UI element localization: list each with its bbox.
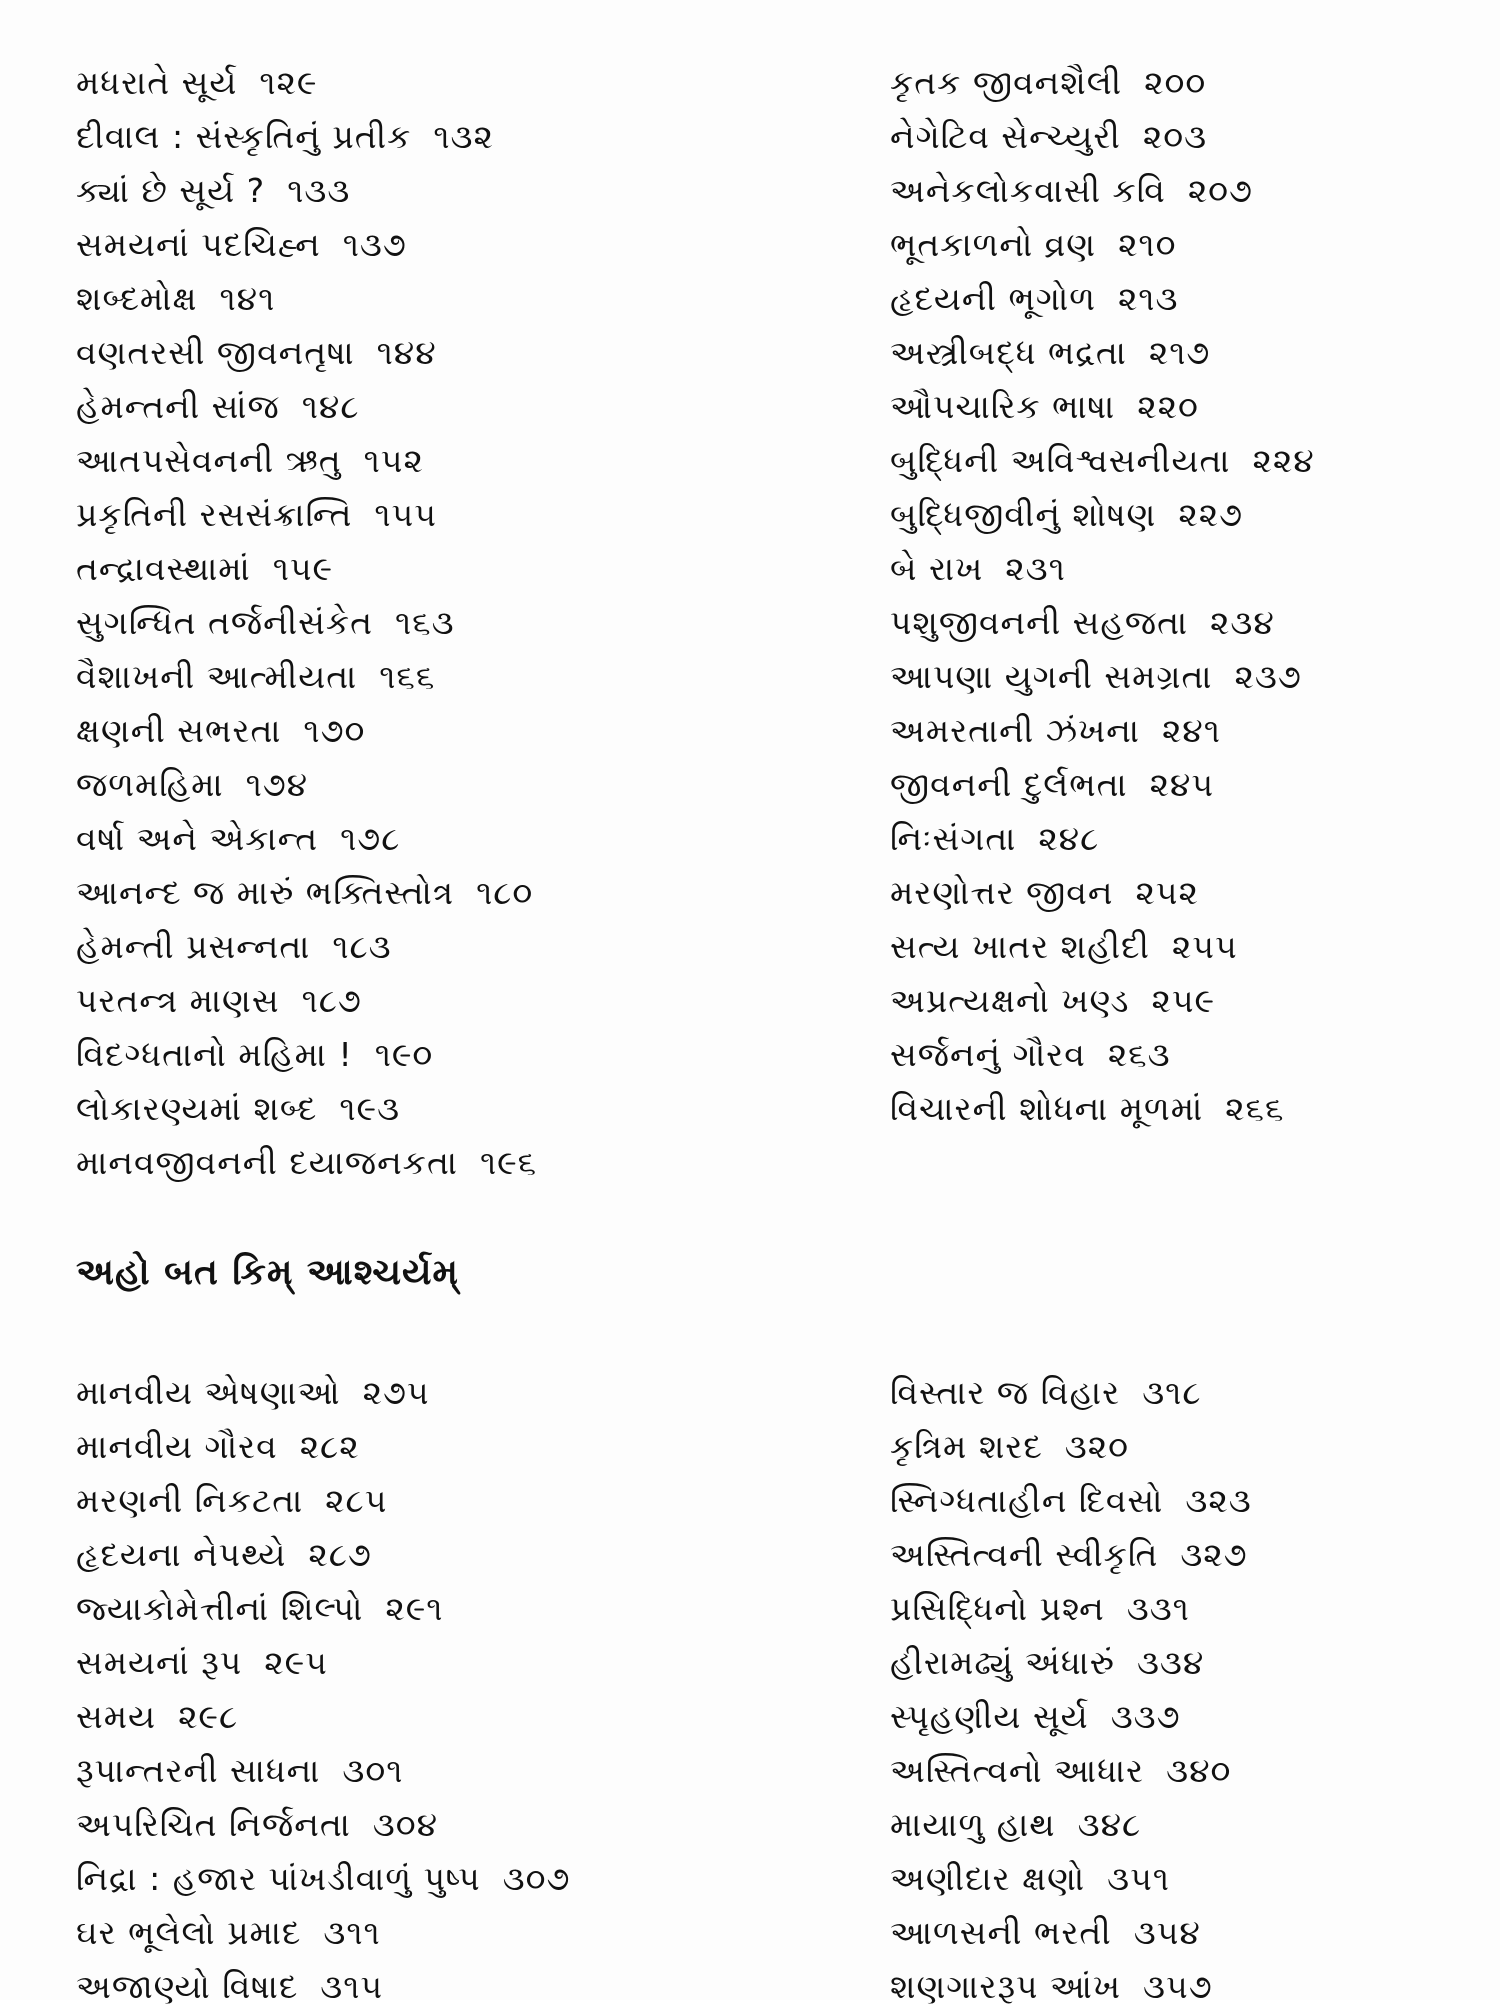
toc-entry <box>76 974 836 1028</box>
toc-entry-page-number: ૨૭૫ <box>362 1373 430 1412</box>
toc-entry-page-number: ૧૮૩ <box>332 927 392 966</box>
toc-entry <box>76 704 836 758</box>
toc-entry <box>76 1960 836 2014</box>
toc-entry-title: શબ્દમોક્ષ <box>76 279 198 318</box>
toc-list-section1-left <box>76 56 836 1190</box>
toc-entry <box>890 56 1490 110</box>
toc-entry <box>76 866 836 920</box>
toc-entry-title: વર્ષા અને એકાન્ત <box>76 819 319 858</box>
toc-entry-title: વણતરસી જીવનતૃષા <box>76 333 355 372</box>
toc-entry-page-number: ૩૩૧ <box>1126 1589 1190 1628</box>
toc-entry <box>76 920 836 974</box>
toc-entry-title: અમરતાની ઝંખના <box>890 711 1140 750</box>
toc-entry-page-number: ૩૧૫ <box>320 1967 384 2006</box>
toc-entry <box>890 272 1490 326</box>
toc-entry-title: માનવીય એષણાઓ <box>76 1373 341 1412</box>
toc-entry-page-number: ૧૪૧ <box>219 279 276 318</box>
toc-entry-page-number: ૨૩૪ <box>1210 603 1275 642</box>
toc-entry-title: રૂપાન્તરની સાધના <box>76 1751 321 1790</box>
toc-entry-page-number: ૨૪૧ <box>1161 711 1221 750</box>
toc-entry <box>76 758 836 812</box>
toc-entry <box>890 1528 1490 1582</box>
toc-entry <box>76 434 836 488</box>
toc-entry-page-number: ૩૪૦ <box>1166 1751 1232 1790</box>
toc-entry <box>890 542 1490 596</box>
toc-entry-title: અસ્ત્રીબદ્ધ ભદ્રતા <box>890 333 1127 372</box>
toc-entry-page-number: ૨૦૭ <box>1187 171 1253 210</box>
toc-entry <box>76 110 836 164</box>
toc-entry-page-number: ૨૫૫ <box>1171 927 1238 966</box>
toc-entry-page-number: ૧૫૨ <box>363 441 424 480</box>
toc-list-section1-right <box>890 56 1490 1136</box>
toc-entry-page-number: ૧૭૪ <box>245 765 309 804</box>
toc-entry <box>890 1852 1490 1906</box>
toc-entry-page-number: ૨૮૨ <box>299 1427 360 1466</box>
toc-entry-page-number: ૧૬૬ <box>379 657 436 696</box>
toc-entry-title: પશુજીવનની સહજતા <box>890 603 1189 642</box>
toc-entry-page-number: ૧૭૦ <box>303 711 366 750</box>
toc-entry-page-number: ૧૬૩ <box>395 603 455 642</box>
toc-entry-title: મધરાતે સૂર્ય <box>76 63 238 102</box>
toc-entry-page-number: ૨૩૭ <box>1234 657 1302 696</box>
toc-entry-page-number: ૧૪૪ <box>376 333 437 372</box>
toc-entry-page-number: ૧૯૩ <box>339 1089 401 1128</box>
toc-entry <box>890 866 1490 920</box>
toc-entry-title: શણગારરૂપ આંખ <box>890 1967 1122 2006</box>
toc-entry <box>76 542 836 596</box>
toc-entry-title: તન્દ્રાવસ્થામાં <box>76 549 251 588</box>
toc-entry <box>76 164 836 218</box>
toc-entry-page-number: ૨૨૦ <box>1137 387 1199 426</box>
toc-entry <box>76 1582 836 1636</box>
toc-entry-page-number: ૨૫૨ <box>1135 873 1199 912</box>
toc-entry-page-number: ૩૦૧ <box>342 1751 404 1790</box>
toc-entry <box>76 1366 836 1420</box>
toc-entry-title: બે રાખ <box>890 549 984 588</box>
toc-entry <box>76 1528 836 1582</box>
toc-entry-page-number: ૩૩૪ <box>1136 1643 1205 1682</box>
toc-entry-page-number: ૧૩૨ <box>433 117 494 156</box>
toc-entry-title: આતપસેવનની ઋતુ <box>76 441 342 480</box>
toc-entry <box>76 1744 836 1798</box>
toc-entry-title: સમય <box>76 1697 157 1736</box>
toc-entry <box>76 56 836 110</box>
toc-entry-page-number: ૧૯૬ <box>479 1143 538 1182</box>
toc-entry-page-number: ૩૫૧ <box>1107 1859 1170 1898</box>
toc-entry <box>890 434 1490 488</box>
toc-entry-title: જળમહિમા <box>76 765 224 804</box>
section-heading: અહો બત કિમ્ આશ્ચર્યમ્ <box>76 1252 459 1293</box>
toc-entry <box>76 1474 836 1528</box>
toc-entry <box>890 596 1490 650</box>
toc-entry-title: લોકારણ્યમાં શબ્દ <box>76 1089 318 1128</box>
toc-entry-title: જ્યાકોમેત્તીનાં શિલ્પો <box>76 1589 364 1628</box>
toc-entry <box>890 488 1490 542</box>
toc-entry-title: માયાળુ હાથ <box>890 1805 1056 1844</box>
toc-entry-page-number: ૨૪૫ <box>1149 765 1215 804</box>
toc-entry <box>76 488 836 542</box>
toc-entry-page-number: ૨૮૫ <box>325 1481 388 1520</box>
toc-entry <box>76 326 836 380</box>
toc-entry-title: નિદ્રા : હજાર પાંખડીવાળું પુષ્પ <box>76 1859 481 1898</box>
toc-entry-title: વિસ્તાર જ વિહાર <box>890 1373 1121 1412</box>
toc-entry-page-number: ૧૫૯ <box>272 549 334 588</box>
toc-entry-title: સર્જનનું ગૌરવ <box>890 1035 1086 1074</box>
toc-entry-page-number: ૨૨૭ <box>1178 495 1244 534</box>
toc-entry <box>890 1420 1490 1474</box>
toc-entry-title: વૈશાખની આત્મીયતા <box>76 657 358 696</box>
toc-entry-title: સત્ય ખાતર શહીદી <box>890 927 1150 966</box>
toc-entry-title: દીવાલ : સંસ્કૃતિનું પ્રતીક <box>76 117 412 156</box>
toc-entry-page-number: ૧૫૫ <box>374 495 437 534</box>
toc-entry-title: સ્પૃહણીય સૂર્ય <box>890 1697 1089 1736</box>
toc-entry <box>76 596 836 650</box>
toc-entry-title: આનન્દ જ મારું ભક્તિસ્તોત્ર <box>76 873 455 912</box>
toc-entry <box>76 1852 836 1906</box>
toc-entry-title: ઔપચારિક ભાષા <box>890 387 1116 426</box>
toc-entry-page-number: ૩૦૪ <box>372 1805 439 1844</box>
toc-entry-title: સુગન્ધિત તર્જનીસંકેત <box>76 603 374 642</box>
toc-entry <box>76 272 836 326</box>
toc-entry <box>890 1798 1490 1852</box>
toc-list-section2-left <box>76 1366 836 2014</box>
toc-entry <box>76 1690 836 1744</box>
toc-entry-title: હૃદયના નેપથ્યે <box>76 1535 287 1574</box>
toc-entry-title: હૃદયની ભૂગોળ <box>890 279 1096 318</box>
toc-entry-title: બુદ્ધિની અવિશ્વસનીયતા <box>890 441 1231 480</box>
toc-entry-title: અસ્તિત્વનો આધાર <box>890 1751 1145 1790</box>
toc-entry-title: માનવીય ગૌરવ <box>76 1427 278 1466</box>
toc-entry-page-number: ૩૩૭ <box>1110 1697 1181 1736</box>
toc-entry-page-number: ૩૫૭ <box>1143 1967 1213 2006</box>
toc-entry-page-number: ૩૫૪ <box>1133 1913 1201 1952</box>
toc-entry-page-number: ૧૩૩ <box>287 171 351 210</box>
toc-entry-page-number: ૨૫૯ <box>1151 981 1216 1020</box>
toc-entry-title: અપ્રત્યક્ષનો ખણ્ડ <box>890 981 1130 1020</box>
toc-entry-page-number: ૨૩૧ <box>1005 549 1066 588</box>
toc-entry-title: અણીદાર ક્ષણો <box>890 1859 1086 1898</box>
toc-entry-page-number: ૩૦૭ <box>502 1859 571 1898</box>
toc-entry-page-number: ૩૧૮ <box>1142 1373 1202 1412</box>
toc-entry <box>890 974 1490 1028</box>
toc-entry <box>890 218 1490 272</box>
toc-entry <box>890 1636 1490 1690</box>
toc-entry <box>76 1136 836 1190</box>
toc-entry-page-number: ૩૨૩ <box>1185 1481 1252 1520</box>
toc-entry-page-number: ૨૨૪ <box>1252 441 1315 480</box>
toc-entry-page-number: ૨૧૦ <box>1118 225 1177 264</box>
toc-entry <box>890 1960 1490 2014</box>
toc-entry-page-number: ૨૯૧ <box>385 1589 444 1628</box>
toc-entry <box>890 1582 1490 1636</box>
toc-entry-title: નેગેટિવ સેન્ચ્યુરી <box>890 117 1121 156</box>
toc-entry <box>890 1028 1490 1082</box>
toc-entry-page-number: ૩૧૧ <box>323 1913 381 1952</box>
toc-entry <box>890 1744 1490 1798</box>
toc-entry-page-number: ૧૭૮ <box>340 819 401 858</box>
toc-entry <box>76 218 836 272</box>
toc-entry <box>76 1636 836 1690</box>
toc-entry <box>76 650 836 704</box>
toc-entry-page-number: ૨૮૭ <box>308 1535 372 1574</box>
toc-entry-title: અજાણ્યો વિષાદ <box>76 1967 299 2006</box>
toc-entry-title: પ્રસિદ્ધિનો પ્રશ્ન <box>890 1589 1105 1628</box>
toc-entry <box>890 1690 1490 1744</box>
toc-list-section2-right <box>890 1366 1490 2014</box>
toc-entry-page-number: ૨૯૮ <box>178 1697 239 1736</box>
toc-entry <box>76 812 836 866</box>
toc-entry-page-number: ૧૯૦ <box>374 1035 434 1074</box>
toc-entry-page-number: ૨૦૩ <box>1142 117 1208 156</box>
toc-entry <box>890 1906 1490 1960</box>
toc-entry-title: બુદ્ધિજીવીનું શોષણ <box>890 495 1157 534</box>
toc-entry <box>890 920 1490 974</box>
toc-entry <box>76 1420 836 1474</box>
toc-entry-page-number: ૨૪૮ <box>1038 819 1100 858</box>
toc-entry-title: અપરિચિત નિર્જનતા <box>76 1805 351 1844</box>
toc-entry <box>76 1906 836 1960</box>
toc-entry <box>76 1028 836 1082</box>
toc-entry <box>890 164 1490 218</box>
toc-entry-page-number: ૨૧૩ <box>1117 279 1179 318</box>
toc-entry <box>890 1366 1490 1420</box>
toc-entry-page-number: ૧૮૦ <box>476 873 534 912</box>
toc-entry-page-number: ૧૮૭ <box>301 981 362 1020</box>
toc-entry-title: માનવજીવનની દયાજનકતા <box>76 1143 458 1182</box>
toc-entry <box>890 812 1490 866</box>
toc-entry-page-number: ૧૩૭ <box>342 225 407 264</box>
toc-entry-page-number: ૨૬૬ <box>1225 1089 1285 1128</box>
toc-entry <box>76 380 836 434</box>
toc-entry-title: હેમન્તી પ્રસન્નતા <box>76 927 311 966</box>
toc-entry-title: સ્નિગ્ધતાહીન દિવસો <box>890 1481 1164 1520</box>
toc-entry-title: હીરામઢ્યું અંધારું <box>890 1643 1115 1682</box>
toc-entry <box>890 326 1490 380</box>
toc-entry-title: ઘર ભૂલેલો પ્રમાદ <box>76 1913 302 1952</box>
toc-entry <box>890 1082 1490 1136</box>
toc-entry <box>76 1082 836 1136</box>
toc-entry-title: પ્રકૃતિની રસસંક્રાન્તિ <box>76 495 353 534</box>
toc-entry-page-number: ૨૧૭ <box>1148 333 1211 372</box>
toc-entry-title: સમયનાં રૂપ <box>76 1643 243 1682</box>
toc-entry-title: જીવનની દુર્લભતા <box>890 765 1128 804</box>
toc-entry <box>890 758 1490 812</box>
toc-entry-title: વિચારની શોધના મૂળમાં <box>890 1089 1204 1128</box>
toc-entry-title: મરણની નિકટતા <box>76 1481 304 1520</box>
toc-entry-title: કૃત્રિમ શરદ <box>890 1427 1043 1466</box>
toc-entry-page-number: ૩૨૭ <box>1180 1535 1248 1574</box>
toc-entry-title: ભૂતકાળનો વ્રણ <box>890 225 1097 264</box>
toc-entry <box>890 110 1490 164</box>
toc-entry-title: નિઃસંગતા <box>890 819 1017 858</box>
toc-entry-title: પરતન્ત્ર માણસ <box>76 981 280 1020</box>
toc-entry-title: અનેકલોકવાસી કવિ <box>890 171 1166 210</box>
toc-entry-page-number: ૨૦૦ <box>1144 63 1207 102</box>
toc-entry <box>890 650 1490 704</box>
toc-entry-title: મરણોત્તર જીવન <box>890 873 1114 912</box>
toc-entry-title: વિદગ્ધતાનો મહિમા ! <box>76 1035 353 1074</box>
toc-entry-page-number: ૧૪૮ <box>301 387 360 426</box>
toc-entry-title: અસ્તિત્વની સ્વીકૃતિ <box>890 1535 1159 1574</box>
toc-entry-page-number: ૨૬૩ <box>1107 1035 1171 1074</box>
toc-entry-page-number: ૩૪૮ <box>1077 1805 1142 1844</box>
toc-entry-title: હેમન્તની સાંજ <box>76 387 280 426</box>
toc-entry-title: આળસની ભરતી <box>890 1913 1112 1952</box>
toc-entry-page-number: ૩૨૦ <box>1064 1427 1130 1466</box>
toc-entry-title: કૃતક જીવનશૈલી <box>890 63 1123 102</box>
toc-entry-title: ક્ષણની સભરતા <box>76 711 282 750</box>
toc-entry-title: ક્યાં છે સૂર્ય ? <box>76 171 266 210</box>
toc-entry <box>76 1798 836 1852</box>
toc-entry-title: સમયનાં પદચિહ્ન <box>76 225 321 264</box>
toc-entry-title: આપણા યુગની સમગ્રતા <box>890 657 1213 696</box>
toc-entry <box>890 1474 1490 1528</box>
toc-entry-page-number: ૧૨૯ <box>259 63 318 102</box>
toc-entry <box>890 704 1490 758</box>
toc-entry <box>890 380 1490 434</box>
toc-entry-page-number: ૨૯૫ <box>264 1643 328 1682</box>
